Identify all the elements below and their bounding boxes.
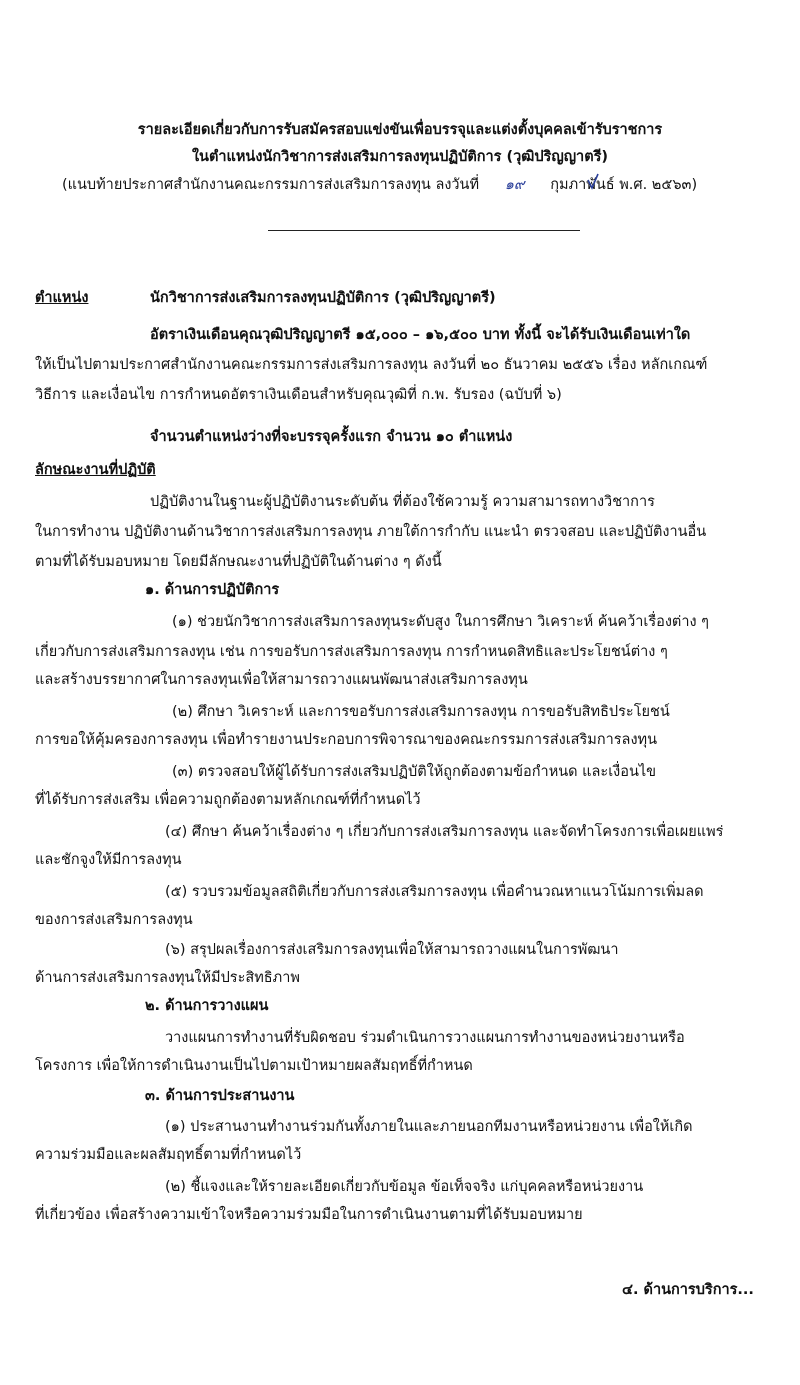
s3-item2-line1: (๒) ชี้แจงและให้รายละเอียดเกี่ยวกับข้อมูล ข้อเท็จจริง แก่บุคคลหรือหน่วยงาน bbox=[165, 1179, 644, 1195]
salary-line-3: วิธีการ และเงื่อนไข การกำหนดอัตราเงินเดือนสำหรับคุณวุฒิที่ ก.พ. รับรอง (ฉบับที่ ๖) bbox=[35, 387, 562, 403]
s1-item6-line1: (๖) สรุปผลเรื่องการส่งเสริมการลงทุนเพื่อให้สามารถวางแผนในการพัฒนา bbox=[165, 942, 619, 958]
continuation-marker: ๔. ด้านการบริการ... bbox=[622, 1282, 754, 1298]
position-title: นักวิชาการส่งเสริมการลงทุนปฏิบัติการ (วุฒิปริญญาตรี) bbox=[150, 290, 496, 306]
duties-intro-line-1: ปฏิบัติงานในฐานะผู้ปฏิบัติงานระดับต้น ที่ต้องใช้ความรู้ ความสามารถทางวิชาการ bbox=[150, 494, 655, 510]
s1-item3-line2: ที่ได้รับการส่งเสริม เพื่อความถูกต้องตามหลักเกณฑ์ที่กำหนดไว้ bbox=[35, 792, 421, 808]
s1-item4-line1: (๔) ศึกษา ค้นคว้าเรื่องต่าง ๆ เกี่ยวกับการส่งเสริมการลงทุน และจัดทำโครงการเพื่อเผยแพร่ bbox=[165, 824, 724, 840]
duties-heading: ลักษณะงานที่ปฏิบัติ bbox=[35, 462, 156, 478]
header-divider bbox=[268, 230, 580, 231]
vacancy-count: จำนวนตำแหน่งว่างที่จะบรรจุครั้งแรก จำนวน ๑๐ ตำแหน่ง bbox=[150, 429, 513, 445]
s1-item6-line2: ด้านการส่งเสริมการลงทุนให้มีประสิทธิภาพ bbox=[35, 970, 300, 986]
section-3-heading: ๓. ด้านการประสานงาน bbox=[145, 1088, 295, 1104]
s3-item1-line2: ความร่วมมือและผลสัมฤทธิ์ตามที่กำหนดไว้ bbox=[35, 1147, 302, 1163]
section-2-heading: ๒. ด้านการวางแผน bbox=[145, 998, 269, 1014]
s1-item2-line1: (๒) ศึกษา วิเคราะห์ และการขอรับการส่งเสริมการลงทุน การขอรับสิทธิประโยชน์ bbox=[172, 704, 670, 720]
s1-item2-line2: การขอให้คุ้มครองการลงทุน เพื่อทำรายงานประกอบการพิจารณาของคณะกรรมการส่งเสริมการลงทุน bbox=[35, 732, 657, 748]
s2-line2: โครงการ เพื่อให้การดำเนินงานเป็นไปตามเป้าหมายผลสัมฤทธิ์ที่กำหนด bbox=[35, 1058, 473, 1074]
duties-intro-line-2: ในการทำงาน ปฏิบัติงานด้านวิชาการส่งเสริมการลงทุน ภายใต้การกำกับ แนะนำ ตรวจสอบ และปฏิบัติงานอื่น bbox=[35, 524, 707, 540]
s1-item3-line1: (๓) ตรวจสอบให้ผู้ได้รับการส่งเสริมปฏิบัติให้ถูกต้องตามข้อกำหนด และเงื่อนไข bbox=[172, 764, 657, 780]
salary-line-2: ให้เป็นไปตามประกาศสำนักงานคณะกรรมการส่งเสริมการลงทุน ลงวันที่ ๒๐ ธันวาคม ๒๕๕๖ เรื่อง หลักเกณฑ์ bbox=[35, 357, 708, 373]
document-title-line-1: รายละเอียดเกี่ยวกับการรับสมัครสอบแข่งขันเพื่อบรรจุและแต่งตั้งบุคคลเข้ารับราชการ bbox=[137, 122, 663, 138]
handwritten-day: ๑๙ bbox=[504, 177, 525, 193]
section-1-heading: ๑. ด้านการปฏิบัติการ bbox=[145, 582, 280, 598]
s1-item5-line1: (๕) รวบรวมข้อมูลสถิติเกี่ยวกับการส่งเสริมการลงทุน เพื่อคำนวณหาแนวโน้มการเพิ่มลด bbox=[165, 884, 704, 900]
subtitle-prefix: (แนบท้ายประกาศสำนักงานคณะกรรมการส่งเสริมการลงทุน ลงวันที่ bbox=[62, 177, 480, 193]
s1-item5-line2: ของการส่งเสริมการลงทุน bbox=[35, 912, 193, 928]
document-subtitle bbox=[62, 175, 697, 195]
document-title-line-2: ในตำแหน่งนักวิชาการส่งเสริมการลงทุนปฏิบัติการ (วุฒิปริญญาตรี) bbox=[191, 149, 609, 165]
position-label: ตำแหน่ง bbox=[35, 290, 89, 306]
s1-item4-line2: และชักจูงให้มีการลงทุน bbox=[35, 852, 182, 868]
s3-item2-line2: ที่เกี่ยวข้อง เพื่อสร้างความเข้าใจหรือความร่วมมือในการดำเนินงานตามที่ได้รับมอบหมาย bbox=[35, 1207, 583, 1223]
duties-intro-line-3: ตามที่ได้รับมอบหมาย โดยมีลักษณะงานที่ปฏิบัติในด้านต่าง ๆ ดังนี้ bbox=[35, 554, 442, 570]
s1-item1-line2: เกี่ยวกับการส่งเสริมการลงทุน เช่น การขอรับการส่งเสริมการลงทุน การกำหนดสิทธิและประโยชน์ต่าง ๆ bbox=[35, 644, 668, 660]
s2-line1: วางแผนการทำงานที่รับผิดชอบ ร่วมดำเนินการวางแผนการทำงานของหน่วยงานหรือ bbox=[165, 1030, 685, 1046]
salary-line-1: อัตราเงินเดือนคุณวุฒิปริญญาตรี ๑๕,๐๐๐ – ๑๖,๕๐๐ บาท ทั้งนี้ จะได้รับเงินเดือนเท่าใด bbox=[150, 327, 691, 343]
s1-item1-line1: (๑) ช่วยนักวิชาการส่งเสริมการลงทุนระดับสูง ในการศึกษา วิเคราะห์ ค้นคว้าเรื่องต่าง ๆ bbox=[172, 614, 709, 630]
s3-item1-line1: (๑) ประสานงานทำงานร่วมกันทั้งภายในและภายนอกทีมงานหรือหน่วยงาน เพื่อให้เกิด bbox=[165, 1119, 693, 1135]
handwritten-check-mark bbox=[540, 170, 600, 192]
subtitle-suffix: กุมภาพันธ์ พ.ศ. ๒๕๖๓) bbox=[550, 177, 698, 193]
s1-item1-line3: และสร้างบรรยากาศในการลงทุนเพื่อให้สามารถวางแผนพัฒนาส่งเสริมการลงทุน bbox=[35, 672, 528, 688]
